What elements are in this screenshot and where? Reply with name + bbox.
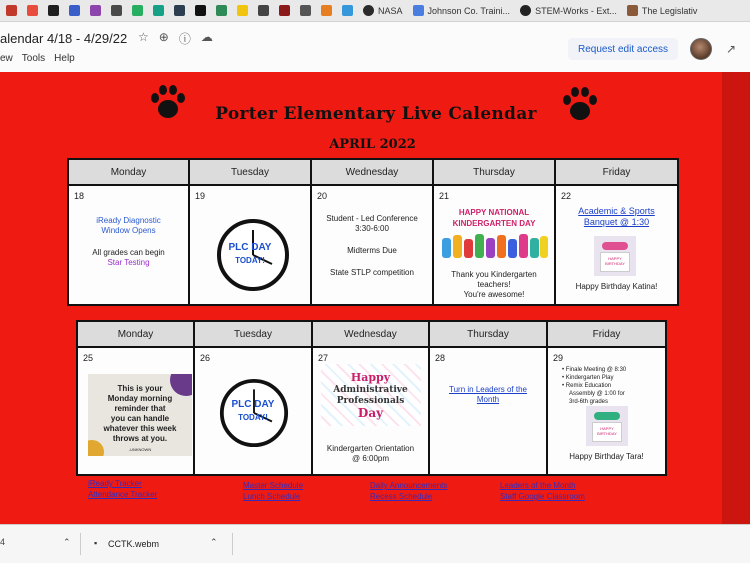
day-number: 20: [317, 191, 328, 201]
bookmark-icon[interactable]: [258, 5, 269, 16]
paw-print-icon: [560, 86, 600, 122]
event-bullets: [562, 366, 662, 406]
day-number: 25: [83, 353, 94, 363]
attendance-tracker-link[interactable]: Attendance Tracker: [88, 490, 158, 499]
bookmark-icon[interactable]: [6, 5, 17, 16]
divider: [80, 533, 81, 555]
banquet-link[interactable]: Banquet @ 1:30: [583, 217, 650, 227]
weekday-header: Monday: [78, 322, 195, 348]
clock-icon: [216, 218, 290, 292]
day-cell: [312, 186, 434, 304]
menu-help[interactable]: Help: [54, 53, 75, 64]
bookmark-label: The Legislativ: [641, 5, 698, 16]
event-text: @ 6:00pm: [351, 454, 390, 463]
calendar-month: APRIL 2022: [329, 137, 416, 152]
quote-card: [88, 374, 192, 456]
bookmark-label: Johnson Co. Traini...: [427, 5, 511, 16]
art-text: Day: [357, 406, 384, 420]
quote-text: This is your: [117, 384, 163, 393]
event-text: You're awesome!: [463, 290, 525, 299]
weekday-header: Tuesday: [190, 160, 312, 186]
cake-text: HAPPY BIRTHDAY: [605, 256, 625, 266]
request-edit-access-button[interactable]: Request edit access: [568, 38, 678, 60]
weekday-header: Tuesday: [195, 322, 313, 348]
bullet-item: • Kindergarten Play: [562, 375, 614, 381]
weekday-header: Thursday: [430, 322, 548, 348]
art-text: Professionals: [336, 396, 405, 406]
event-text: iReady Diagnostic: [96, 216, 161, 225]
info-icon[interactable]: ⓘ: [178, 32, 191, 46]
calendar-week-1: [67, 158, 679, 306]
bookmark-icon[interactable]: [300, 5, 311, 16]
quote-author: -UNKNOWN: [128, 447, 152, 452]
divider: [232, 533, 233, 555]
weekday-header: Wednesday: [313, 322, 430, 348]
bullet-item: [562, 390, 662, 398]
move-icon[interactable]: ⊕: [158, 30, 169, 44]
quote-text: reminder that: [114, 404, 166, 413]
document-title[interactable]: alendar 4/18 - 4/29/22: [0, 31, 128, 46]
ireaddy-tracker-link[interactable]: iReady Tracker: [88, 479, 142, 488]
leaders-link[interactable]: Month: [476, 395, 500, 404]
weekday-header: Friday: [548, 322, 665, 348]
bullet-text: Assembly @ 1:00 for: [569, 391, 625, 397]
bookmarks-bar: [0, 0, 750, 22]
menu-view[interactable]: ew: [0, 53, 13, 64]
staff-classroom-link[interactable]: Staff Google Classroom: [500, 492, 585, 501]
event-text: Happy Birthday Tara!: [569, 452, 644, 461]
weekday-header: Friday: [556, 160, 677, 186]
day-cell: [78, 348, 195, 474]
day-cell: [556, 186, 677, 304]
download-bar: [0, 524, 750, 563]
bookmark-label: NASA: [378, 5, 403, 16]
banner-text: HAPPY NATIONAL: [458, 208, 530, 217]
chevron-up-icon[interactable]: ⌃: [63, 537, 71, 547]
day-cell: [434, 186, 556, 304]
activity-icon[interactable]: ↗: [726, 42, 737, 56]
day-cell: [69, 186, 190, 304]
birthday-cake-image: [586, 406, 628, 446]
lunch-schedule-link[interactable]: Lunch Schedule: [243, 492, 301, 501]
title-icons: [138, 30, 213, 47]
weekday-header: Wednesday: [312, 160, 434, 186]
bookmark-icon[interactable]: [48, 5, 59, 16]
leaders-link[interactable]: Turn in Leaders of the: [449, 385, 527, 394]
calendar-title: Porter Elementary Live Calendar: [215, 104, 537, 124]
bookmark-icon[interactable]: [321, 5, 332, 16]
bullet-item: [562, 398, 662, 406]
banner-text: KINDERGARTEN DAY: [452, 219, 536, 228]
bookmark-icon[interactable]: [342, 5, 353, 16]
day-number: 26: [200, 353, 211, 363]
bookmark-icon[interactable]: [195, 5, 206, 16]
day-cell: [195, 348, 313, 474]
bookmark-stem[interactable]: [520, 5, 617, 16]
event-text: Student - Led Conference: [326, 214, 418, 223]
event-text: teachers!: [477, 280, 511, 289]
clock-label: PLC DAY: [228, 242, 272, 253]
quote-text: whatever this week: [103, 424, 177, 433]
bookmark-icon[interactable]: [132, 5, 143, 16]
day-number: 29: [553, 353, 564, 363]
event-text: Star Testing: [107, 258, 150, 267]
recess-schedule-link[interactable]: Recess Schedule: [370, 492, 433, 501]
day-number: 19: [195, 191, 206, 201]
bookmark-legislative[interactable]: [627, 5, 698, 16]
bookmark-icon[interactable]: [27, 5, 38, 16]
day-cell: [313, 348, 430, 474]
quote-text: Monday morning: [107, 394, 173, 403]
cake-text: HAPPY BIRTHDAY: [597, 426, 617, 436]
event-text: Window Opens: [101, 226, 156, 235]
download-count: 4: [0, 537, 6, 547]
quote-text: throws at you.: [112, 434, 168, 443]
building-icon: [627, 5, 638, 16]
event-text: Midterms Due: [347, 246, 397, 255]
bullet-text: 3rd-6th grades: [569, 399, 609, 405]
bullet-text: Kindergarten Play: [565, 375, 614, 381]
clock-label: TODAY!: [238, 413, 268, 422]
day-number: 28: [435, 353, 446, 363]
video-file-icon: ▪: [94, 538, 98, 548]
event-text: State STLP competition: [330, 268, 414, 277]
bookmark-johnson[interactable]: [413, 5, 511, 16]
event-text: 3:30-6:00: [355, 224, 389, 233]
avatar[interactable]: [690, 38, 712, 60]
bookmark-icon[interactable]: [279, 5, 290, 16]
star-icon[interactable]: ☆: [138, 30, 149, 44]
bullet-item: • Remix Education: [562, 383, 612, 389]
bookmark-icon[interactable]: [237, 5, 248, 16]
master-schedule-link[interactable]: Master Schedule: [243, 481, 304, 490]
weekday-header: Monday: [69, 160, 190, 186]
bookmark-icon[interactable]: [69, 5, 80, 16]
bookmark-icon[interactable]: [90, 5, 101, 16]
bookmark-icon[interactable]: [216, 5, 227, 16]
bookmark-icon[interactable]: [111, 5, 122, 16]
calendar-week-2: [76, 320, 667, 476]
bookmark-icon[interactable]: [153, 5, 164, 16]
hands-illustration: [440, 232, 550, 260]
day-cell: [548, 348, 665, 474]
doc-icon: [413, 5, 424, 16]
daily-announcements-link[interactable]: Daily Announcements: [370, 481, 448, 490]
bookmark-nasa[interactable]: [363, 5, 403, 16]
docs-header: [0, 22, 750, 72]
day-cell: [190, 186, 312, 304]
menu-tools[interactable]: Tools: [21, 53, 46, 64]
paw-print-icon: [148, 84, 188, 120]
birthday-cake-image: [594, 236, 636, 276]
event-text: Happy Birthday Katina!: [575, 282, 658, 291]
event-text: All grades can begin: [92, 248, 165, 257]
download-filename[interactable]: CCTK.webm: [108, 539, 160, 549]
cloud-icon[interactable]: ☁: [200, 30, 213, 44]
day-number: 18: [74, 191, 85, 201]
quote-text: you can handle: [110, 414, 170, 423]
leaders-of-month-link[interactable]: Leaders of the Month: [500, 481, 576, 490]
chevron-up-icon[interactable]: ⌃: [210, 537, 218, 547]
bullet-text: Finale Meeting @ 8:30: [565, 367, 627, 373]
day-number: 27: [318, 353, 329, 363]
bookmark-icon[interactable]: [174, 5, 185, 16]
art-text: Administrative: [333, 385, 408, 395]
bullet-text: Remix Education: [565, 383, 612, 389]
event-text: Thank you Kindergarten: [451, 270, 537, 279]
clock-label: PLC DAY: [231, 399, 275, 410]
weekday-header: Thursday: [434, 160, 556, 186]
nasa-icon: [363, 5, 374, 16]
bullet-item: • Finale Meeting @ 8:30: [562, 367, 627, 373]
bookmark-label: STEM-Works - Ext...: [535, 5, 617, 16]
banquet-link[interactable]: Academic & Sports: [578, 206, 655, 216]
document-shadow-edge: [722, 72, 750, 524]
event-text: Kindergarten Orientation: [326, 444, 415, 453]
github-icon: [520, 5, 531, 16]
day-number: 21: [439, 191, 450, 201]
menu-bar: [0, 53, 75, 64]
day-number: 22: [561, 191, 572, 201]
art-text: Happy: [350, 371, 391, 384]
clock-label: TODAY!: [235, 256, 265, 265]
day-cell: [430, 348, 548, 474]
